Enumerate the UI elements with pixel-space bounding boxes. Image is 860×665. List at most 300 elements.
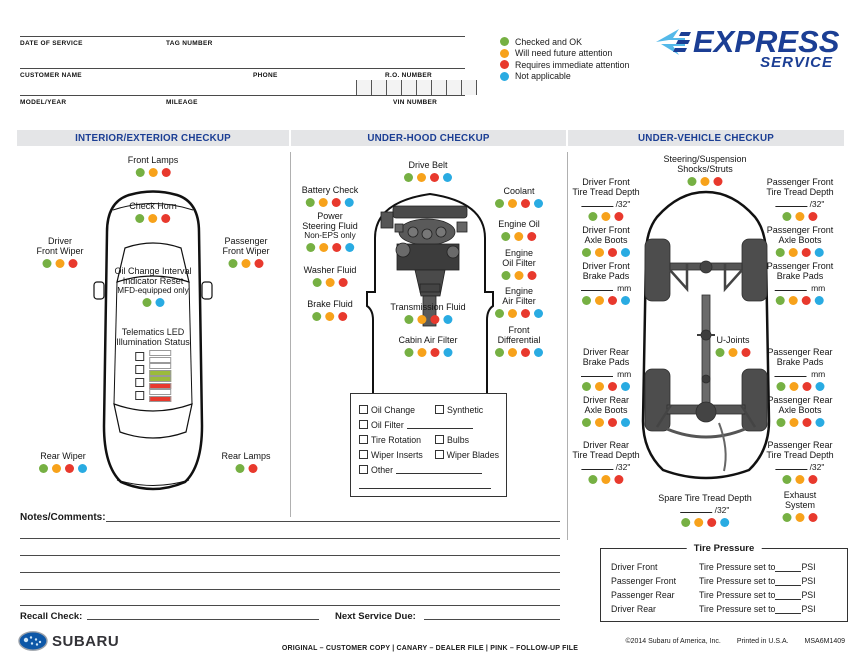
service-box-row	[359, 477, 499, 492]
checkup-item-passenger-front-axle-boots	[767, 225, 834, 257]
telematics-checkbox[interactable]	[135, 352, 144, 361]
status-dots	[663, 177, 746, 186]
status-dots	[498, 232, 540, 241]
checkup-item-engine-oil	[498, 219, 540, 241]
service-checkbox[interactable]	[435, 405, 444, 414]
led-state-icon	[149, 389, 171, 403]
tire-pressure-row	[611, 588, 837, 602]
legend-item	[500, 36, 629, 48]
status-dot-red	[248, 464, 257, 473]
blank-unit: /32"	[615, 462, 631, 472]
notes-comments-label: Notes/Comments:	[20, 512, 106, 523]
telematics-row	[135, 350, 171, 363]
status-dot-yellow	[795, 212, 804, 221]
write-in-line[interactable]	[572, 198, 639, 209]
item-label: Battery Check	[301, 185, 359, 195]
item-label: Brake Pads	[582, 357, 630, 367]
status-dot-blue	[534, 348, 543, 357]
status-dot-green	[582, 382, 591, 391]
checkup-item-passenger-front-wiper	[222, 236, 269, 268]
status-dots	[767, 418, 832, 427]
checkup-item-driver-front-tire-tread	[572, 177, 639, 221]
speed-arrow-icon	[655, 27, 693, 57]
ro-number-label: R.O. NUMBER	[385, 72, 432, 79]
checkup-item-driver-rear-tire-tread	[572, 440, 639, 484]
form-rule	[20, 36, 465, 37]
checkup-item-spare-tire-tread	[658, 493, 752, 527]
express-wordmark: EXPRESS	[693, 24, 840, 59]
item-label: System	[784, 500, 815, 510]
status-dot-green	[495, 199, 504, 208]
blank-unit: mm	[808, 369, 826, 379]
checkup-item-passenger-rear-axle-boots	[767, 395, 832, 427]
legend-item	[500, 48, 629, 60]
service-option-label: Oil Filter	[371, 419, 404, 430]
status-dot-yellow	[508, 199, 517, 208]
legend-dot-green	[500, 37, 509, 46]
status-dot-red	[614, 212, 623, 221]
service-option-wiper-inserts	[359, 450, 435, 460]
notes-write-line[interactable]	[20, 605, 560, 606]
checkup-item-oil-change-interval	[114, 266, 191, 307]
item-label: Driver Rear	[582, 347, 629, 357]
tire-pressure-write-line[interactable]	[775, 605, 801, 614]
status-dot-yellow	[417, 315, 426, 324]
blank-underline[interactable]	[581, 368, 613, 377]
status-dot-yellow	[326, 278, 335, 287]
printed-in-text: Printed in U.S.A.	[736, 638, 789, 645]
mileage-label: MILEAGE	[166, 99, 198, 106]
status-dots	[493, 199, 545, 208]
status-dot-yellow	[55, 259, 64, 268]
led-bar-empty	[149, 389, 171, 395]
item-label: Check Horn	[129, 201, 177, 211]
status-dot-blue	[815, 296, 824, 305]
checkup-item-coolant	[493, 186, 545, 208]
checkup-item-passenger-rear-brake-pads	[767, 347, 832, 391]
status-dot-green	[716, 348, 725, 357]
blank-unit: mm	[614, 369, 632, 379]
notes-write-line[interactable]	[20, 555, 560, 556]
checkup-item-brake-fluid	[307, 299, 353, 321]
item-label: Front	[508, 325, 530, 335]
status-dot-red	[802, 248, 811, 257]
status-dot-red	[528, 232, 537, 241]
status-dots	[402, 173, 454, 182]
status-dot-red	[521, 199, 530, 208]
item-label: Driver Front	[582, 177, 630, 187]
status-dot-green	[588, 212, 597, 221]
checkup-item-engine-air-filter	[493, 286, 545, 318]
status-dots	[767, 296, 834, 305]
write-in-line[interactable]	[580, 282, 632, 293]
status-dots	[493, 309, 545, 318]
status-dots	[766, 212, 833, 221]
blank-underline[interactable]	[681, 504, 713, 513]
item-label: Transmission Fluid	[390, 302, 466, 312]
item-label: Tire Tread Depth	[572, 187, 640, 197]
checkup-item-driver-front-brake-pads	[580, 261, 632, 305]
checkup-item-driver-rear-axle-boots	[580, 395, 632, 427]
status-dot-yellow	[508, 309, 517, 318]
led-state-icon	[149, 376, 171, 390]
status-dots	[222, 259, 269, 268]
notes-write-line[interactable]	[20, 572, 560, 573]
checkup-item-front-differential	[493, 325, 545, 357]
telematics-led-status	[116, 327, 190, 405]
item-label: Coolant	[503, 186, 535, 196]
service-checkbox[interactable]	[435, 450, 444, 459]
write-in-line[interactable]	[766, 461, 833, 472]
footer-legal	[625, 638, 845, 645]
status-dot-green	[776, 418, 785, 427]
tire-position-label: Passenger Front	[611, 576, 677, 586]
write-in-line[interactable]	[658, 504, 752, 515]
tire-pressure-row	[611, 560, 837, 574]
service-checkbox[interactable]	[359, 465, 368, 474]
status-dot-red	[254, 259, 263, 268]
item-label: Shocks/Struts	[677, 164, 733, 174]
status-dot-yellow	[326, 312, 335, 321]
status-dot-red	[65, 464, 74, 473]
status-dots	[302, 243, 358, 252]
legend-label: Will need future attention	[515, 48, 613, 59]
checkup-item-driver-front-axle-boots	[580, 225, 632, 257]
blank-underline[interactable]	[775, 368, 807, 377]
blank-unit: mm	[614, 283, 632, 293]
blank-underline[interactable]	[775, 282, 807, 291]
status-dot-yellow	[595, 296, 604, 305]
vin-cell[interactable]	[431, 80, 446, 95]
item-label: Tire Tread Depth	[572, 450, 640, 460]
blank-underline[interactable]	[581, 282, 613, 291]
legend-dot-yellow	[500, 49, 509, 58]
form-code: MSA6M1409	[804, 638, 845, 645]
checkup-item-power-steering-fluid	[302, 211, 358, 252]
vin-cell[interactable]	[371, 80, 386, 95]
write-in-line[interactable]	[767, 368, 832, 379]
vin-cell[interactable]	[386, 80, 401, 95]
status-dot-blue	[345, 243, 354, 252]
legend-item	[500, 71, 629, 83]
service-box-row	[359, 417, 499, 432]
status-dots	[304, 278, 357, 287]
status-dot-yellow	[729, 348, 738, 357]
checkup-item-rear-wiper	[37, 451, 89, 473]
status-dot-blue	[720, 518, 729, 527]
checkup-item-drive-belt	[402, 160, 454, 182]
tag-number-label: TAG NUMBER	[166, 40, 213, 47]
telematics-title-line1: Telematics LED	[121, 327, 185, 337]
service-box-row	[359, 402, 499, 417]
status-dot-green	[136, 168, 145, 177]
blank-unit: /32"	[809, 462, 825, 472]
status-dot-blue	[621, 418, 630, 427]
status-dot-red	[521, 309, 530, 318]
vin-cell[interactable]	[461, 80, 477, 95]
status-dot-green	[776, 296, 785, 305]
status-dot-yellow	[149, 214, 158, 223]
telematics-checkbox[interactable]	[135, 365, 144, 374]
service-option-label: Wiper Inserts	[371, 449, 423, 460]
item-label: Passenger Rear	[767, 395, 833, 405]
status-dots	[572, 475, 639, 484]
checkup-item-driver-front-wiper	[36, 236, 83, 268]
next-service-due-line[interactable]	[424, 619, 560, 620]
status-dot-blue	[621, 296, 630, 305]
status-dots	[580, 418, 632, 427]
item-label: Passenger	[224, 236, 268, 246]
legend-label: Not applicable	[515, 71, 571, 82]
item-label: Oil Filter	[502, 258, 536, 268]
write-in-line[interactable]	[766, 198, 833, 209]
service-option-bulbs	[435, 435, 469, 445]
column-divider	[290, 152, 291, 517]
service-option-synthetic	[435, 405, 483, 415]
checkup-item-exhaust-system	[781, 490, 820, 522]
status-dot-blue	[815, 248, 824, 257]
service-performed-box	[350, 393, 507, 497]
write-in-line[interactable]	[767, 282, 834, 293]
tire-pressure-write-line[interactable]	[775, 563, 801, 572]
status-dot-yellow	[417, 348, 426, 357]
tire-pressure-unit: PSI	[801, 590, 816, 600]
service-option-tire-rotation	[359, 435, 435, 445]
status-dot-green	[404, 173, 413, 182]
status-dot-red	[742, 348, 751, 357]
service-checkbox[interactable]	[435, 435, 444, 444]
status-dot-green	[306, 243, 315, 252]
status-dot-blue	[443, 173, 452, 182]
item-label: Differential	[497, 335, 541, 345]
service-checkbox[interactable]	[359, 420, 368, 429]
checkup-item-engine-oil-filter	[500, 248, 539, 280]
customer-name-label: CUSTOMER NAME	[20, 72, 82, 79]
service-option-label: Synthetic	[447, 404, 484, 415]
item-label: Driver	[47, 236, 72, 246]
service-box-row	[359, 432, 499, 447]
status-dot-red	[430, 315, 439, 324]
status-dot-green	[681, 518, 690, 527]
checkup-item-transmission-fluid	[390, 302, 465, 324]
status-dots	[580, 382, 632, 391]
notes-write-line[interactable]	[20, 538, 560, 539]
item-label: Brake Pads	[776, 271, 824, 281]
status-dot-blue	[155, 298, 164, 307]
status-dot-blue	[443, 348, 452, 357]
item-note: MFD-equipped only	[117, 286, 189, 295]
status-dot-yellow	[319, 198, 328, 207]
checkup-item-passenger-rear-tire-tread	[766, 440, 833, 484]
status-dots	[302, 198, 359, 207]
legend-label: Checked and OK	[515, 36, 582, 47]
item-label: Oil Change Interval	[114, 266, 192, 276]
status-dot-green	[39, 464, 48, 473]
notes-write-line[interactable]	[20, 589, 560, 590]
status-dot-red	[802, 296, 811, 305]
status-dots	[781, 513, 820, 522]
status-dot-green	[306, 198, 315, 207]
service-option-label: Other	[371, 464, 394, 475]
service-box-row	[359, 447, 499, 462]
blank-underline[interactable]	[582, 198, 614, 207]
tire-pressure-box	[600, 543, 848, 622]
phone-label: PHONE	[253, 72, 278, 79]
service-box-row	[359, 462, 499, 477]
blank-underline[interactable]	[776, 198, 808, 207]
service-wordmark: SERVICE	[760, 54, 833, 71]
status-dot-green	[142, 298, 151, 307]
item-label: Driver Front	[582, 261, 630, 271]
model-year-label: MODEL/YEAR	[20, 99, 67, 106]
status-dots	[129, 214, 177, 223]
undercarriage-diagram	[627, 183, 785, 495]
legend-dot-blue	[500, 72, 509, 81]
date-of-service-label: DATE OF SERVICE	[20, 40, 83, 47]
status-dot-green	[313, 278, 322, 287]
form-rule	[20, 68, 465, 69]
item-label: Indicator Reset	[122, 276, 184, 286]
status-dots	[572, 212, 639, 221]
status-dot-red	[162, 214, 171, 223]
item-label: Brake Pads	[776, 357, 824, 367]
service-option-label: Oil Change	[371, 404, 416, 415]
status-dot-yellow	[701, 177, 710, 186]
status-dot-green	[582, 248, 591, 257]
status-dot-green	[588, 475, 597, 484]
item-label: Driver Rear	[582, 395, 629, 405]
status-dot-blue	[345, 198, 354, 207]
service-checkbox[interactable]	[359, 450, 368, 459]
tire-pressure-row	[611, 574, 837, 588]
status-dots	[398, 348, 457, 357]
item-label: Front Lamps	[127, 155, 179, 165]
item-label: Rear Lamps	[221, 451, 271, 461]
status-dot-green	[502, 271, 511, 280]
item-label: Brake Fluid	[307, 299, 353, 309]
status-dot-green	[313, 312, 322, 321]
tire-pressure-write-line[interactable]	[775, 591, 801, 600]
item-label: U-Joints	[716, 335, 750, 345]
tire-pressure-text: Tire Pressure set to	[699, 562, 776, 572]
vin-number-label: VIN NUMBER	[393, 99, 438, 106]
led-bar-green	[149, 376, 171, 382]
status-dot-yellow	[515, 232, 524, 241]
item-label: Axle Boots	[778, 235, 822, 245]
tire-pressure-write-line[interactable]	[775, 577, 801, 586]
write-in-line[interactable]	[572, 461, 639, 472]
status-dot-green	[782, 212, 791, 221]
status-dot-yellow	[417, 173, 426, 182]
recall-check-label: Recall Check:	[20, 611, 83, 622]
blank-unit: mm	[808, 283, 826, 293]
item-label: Engine Oil	[498, 219, 540, 229]
status-dot-red	[528, 271, 537, 280]
service-write-line[interactable]	[396, 465, 482, 474]
status-dot-red	[608, 296, 617, 305]
status-dots	[767, 248, 834, 257]
status-dots	[37, 464, 89, 473]
item-label: Cabin Air Filter	[398, 335, 458, 345]
status-dots	[714, 348, 753, 357]
status-dots	[580, 296, 632, 305]
service-write-line[interactable]	[407, 420, 473, 429]
vin-cell[interactable]	[401, 80, 416, 95]
service-checkbox[interactable]	[359, 405, 368, 414]
notes-write-line[interactable]	[106, 521, 560, 522]
tire-position-label: Passenger Rear	[611, 590, 675, 600]
status-dots	[766, 475, 833, 484]
status-dot-red	[68, 259, 77, 268]
status-dots	[658, 518, 752, 527]
item-label: Washer Fluid	[303, 265, 357, 275]
status-legend	[500, 36, 629, 82]
status-dot-yellow	[595, 248, 604, 257]
write-in-line[interactable]	[580, 368, 632, 379]
status-dot-yellow	[149, 168, 158, 177]
status-dot-red	[332, 198, 341, 207]
item-label: Engine	[504, 248, 534, 258]
status-dot-yellow	[796, 513, 805, 522]
status-dot-green	[404, 348, 413, 357]
status-dot-yellow	[795, 475, 804, 484]
blank-underline[interactable]	[582, 461, 614, 470]
item-label: Spare Tire Tread Depth	[658, 493, 752, 503]
legend-label: Requires immediate attention	[515, 59, 630, 70]
vin-number-field[interactable]	[356, 80, 477, 95]
service-option-other	[359, 465, 482, 475]
service-option-oil-change	[359, 405, 435, 415]
service-option-label: Tire Rotation	[371, 434, 422, 445]
item-label: Passenger Front	[766, 225, 834, 235]
status-dot-red	[430, 348, 439, 357]
vin-cell[interactable]	[416, 80, 431, 95]
status-dot-yellow	[595, 382, 604, 391]
legend-dot-red	[500, 60, 509, 69]
telematics-checkbox[interactable]	[135, 391, 144, 400]
blank-underline[interactable]	[776, 461, 808, 470]
tire-position-label: Driver Rear	[611, 604, 656, 614]
status-dot-yellow	[789, 248, 798, 257]
status-dot-green	[783, 513, 792, 522]
item-label: Rear Wiper	[40, 451, 86, 461]
status-dot-red	[339, 312, 348, 321]
status-dot-yellow	[789, 418, 798, 427]
service-option-label: Bulbs	[447, 434, 470, 445]
status-dots	[114, 298, 191, 307]
status-dot-green	[582, 418, 591, 427]
item-label: Engine	[504, 286, 534, 296]
telematics-row	[135, 389, 171, 402]
item-label: Driver Rear	[582, 440, 630, 450]
status-dots	[390, 315, 465, 324]
vin-cell[interactable]	[356, 80, 371, 95]
status-dot-yellow	[319, 243, 328, 252]
status-dot-green	[776, 248, 785, 257]
status-dots	[36, 259, 83, 268]
telematics-title-line2: Illumination Status	[116, 337, 190, 347]
telematics-checkbox[interactable]	[135, 378, 144, 387]
service-checkbox[interactable]	[359, 435, 368, 444]
column-divider	[567, 152, 568, 540]
recall-check-line[interactable]	[87, 619, 319, 620]
status-dot-red	[809, 513, 818, 522]
status-dot-yellow	[515, 271, 524, 280]
vin-cell[interactable]	[446, 80, 461, 95]
service-write-line[interactable]	[359, 480, 491, 489]
status-dots	[128, 168, 179, 177]
led-bar-empty	[149, 363, 171, 369]
